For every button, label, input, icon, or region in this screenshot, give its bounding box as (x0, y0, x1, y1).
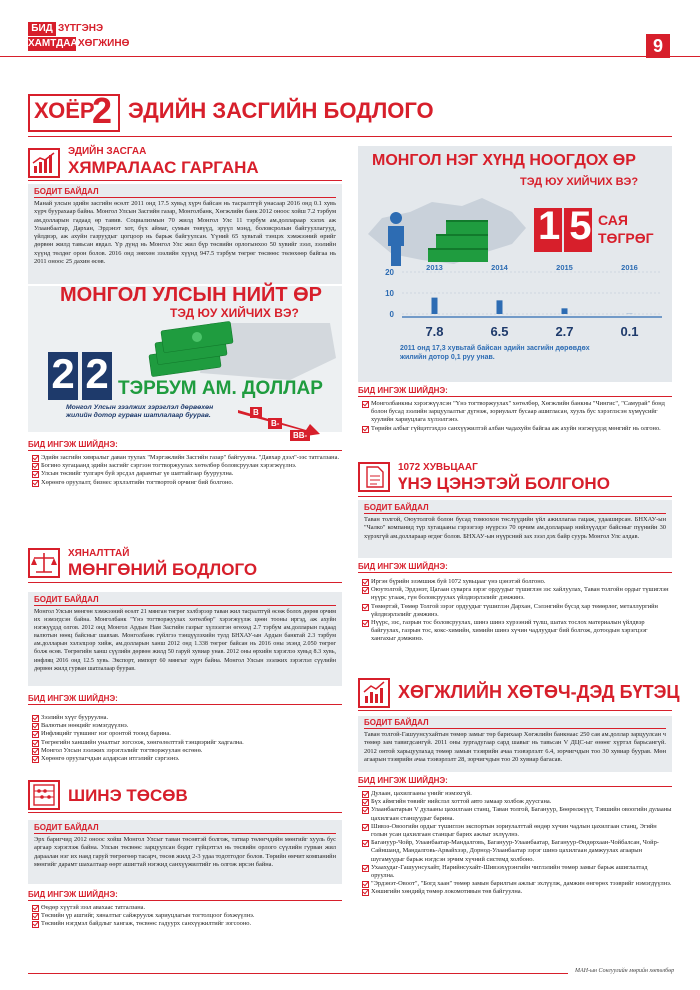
footer-rule (28, 973, 568, 974)
infra-do-rule (358, 786, 672, 787)
party-logo (28, 22, 143, 56)
checklist-item: Зээлийн хүүг бууруулна. (32, 714, 342, 722)
debt-do-list (32, 454, 342, 487)
money-do-list (32, 714, 342, 763)
debt-title-rule (28, 180, 342, 181)
footer-text: МАН-ын Сонгуулийн мөрийн хөтөлбөр (575, 968, 675, 974)
budget-do-label: БИД ИНГЭЖ ШИЙДНЭ: (28, 890, 118, 899)
logo-word-2: ЗҮТГЭНЭ (58, 23, 104, 34)
money-fact-label: БОДИТ БАЙДАЛ (34, 595, 99, 604)
rating-bb-minus: BB- (290, 430, 310, 441)
debt-question-line2: ТЭД ЮУ ХИЙЧИХ ВЭ? (170, 306, 299, 320)
right-do-list (362, 400, 672, 433)
budget-title-rule (28, 812, 342, 813)
budget-fact-rule (34, 833, 336, 834)
data-label: 7.8 (425, 324, 444, 339)
bar (562, 308, 568, 314)
price-do-list (362, 578, 672, 644)
mongolia-map-person-icon (362, 194, 532, 270)
checklist-item: Өөдөр хүүтэй зээл авахаас татгалзана. (32, 904, 342, 912)
bar (497, 300, 503, 314)
debt-infographic-caption: Монгол Улсын зээлжих зэрэглэл дөрвөхөн жилийн дотор гурван шатлалаар буурав. (66, 404, 214, 419)
section-number: 2 (92, 90, 113, 131)
checklist-item: Хөрөнгө оруулалт, бизнес эрхлэлтийн тогтвортой орчинг бий болгоно. (32, 479, 342, 487)
per-capita-debt-chart (362, 262, 668, 342)
document-icon (358, 462, 390, 492)
logo-word-4: ХӨГЖИНӨ (78, 38, 130, 49)
checklist-item: Монгол Улсын зээлжих зэрэглэлийг тогтворжуулан өсгөнө. (32, 747, 342, 755)
checklist-item: Иргэн бүрийн эзэмшиж буй 1072 хувьцааг үнэ цэнэтэй болгоно. (362, 578, 672, 586)
checklist-item: Төгрөгийн ханшийн уналтыг зогсоож, хөнгөлөлттэй тэнцвэрийг хадгална. (32, 739, 342, 747)
abacus-icon (28, 780, 60, 810)
infra-fact-label: БОДИТ БАЙДАЛ (364, 718, 429, 727)
checklist-item: Төсвийн нэгдмэл байдлыг хангаж, төсвөөс гадуурх санхүүжилтийг зогсооно. (32, 920, 342, 928)
y-tick-label: 10 (385, 289, 394, 298)
price-fact-text: Таван толгой, Оюутолгой болон бусад томоохон төслүүдийн үйл ажиллагаа гацаж, удааширсан. БНХАУ-ын "Чалко" компанид түр хугацааны гэрээгээр нүүрсээ 70 орчим ам.доллараар нийлүүлдэг байсныг пүүнийн 30 хүрэхгүй ам.доллараар өгдөг болов. БНХАУ-ын нүүрсний зах зээл дэх байр суурь Монгол Улс алдав. (364, 516, 666, 540)
debt-do-rule (28, 450, 342, 451)
price-do-label: БИД ИНГЭЖ ШИЙДНЭ: (358, 562, 448, 571)
checklist-item: Ухаахудаг-Гашуунсухайт, Нарийнсухайт-Шивээхүрэнгийн чиглэлийн төмөр замыг барьж ашиглалтад оруулна. (362, 864, 672, 880)
debt-title: ХЯМРАЛААС ГАРГАНА (68, 158, 259, 177)
x-tick-label: 2016 (621, 263, 638, 272)
checklist-item: "Эрдэнэт-Овоот", "Богд хаан" төмөр замын барилгын ажлыг эхлүүлж, дамжин өнгөрөх тээврийг нэмэгдүүлнэ. (362, 880, 672, 888)
debt-question-line1: МОНГОЛ УЛСЫН НИЙТ ӨР (60, 284, 322, 306)
checklist-item: Богино хугацаанд эдийн засгийг сэргээн тогтворжуулах хөтөлбөр боловсруулан хэрэгжүүлнэ. (32, 462, 342, 470)
price-title-rule (358, 496, 672, 497)
logo-word-1: БИД (28, 22, 56, 36)
big-number: 15 (538, 204, 601, 248)
infra-do-list (362, 790, 672, 897)
infra-fact-text: Таван толгой-Гашуунсухайтын төмөр замыг төр барихаар Хөгжлийн банкнаас 250 сая ам.доллар зарцуулсан ч төмөр зам тавигдсангүй. 2011 оны зургадугаар сард шавыг нь тавьсан V ДЦС-ыг өнөөг хүртэл барьсангүй. 2012 онтой харьцуулахад төмөр замын тээврийн ачаа тээвэрлэлт 6.4, зорчигчдын тоо 30 хувиар буурав. Мөн агаарын тээврийн ачаа тээвэрлэлт 28, зорчигчдын тоо 20 хувиар багасав. (364, 731, 666, 763)
infra-do-label: БИД ИНГЭЖ ШИЙДНЭ: (358, 776, 448, 785)
chart-growth-icon (28, 148, 60, 178)
checklist-item: Бүх аймгийн төвийг нийслэл хоттой авто замаар холбож дуусгана. (362, 798, 672, 806)
price-fact-label: БОДИТ БАЙДАЛ (364, 503, 429, 512)
price-fact-rule (364, 513, 666, 514)
debt-fact-label: БОДИТ БАЙДАЛ (34, 187, 99, 196)
price-do-rule (358, 572, 672, 573)
checklist-item: Төмөртэй, Төмөр Толгой зэрэг ордуудыг түшиглэн Дархан, Сэлэнгийн бүсэд хар төмөрлөг, металлургийн үйлдвэрлэлийг дэмжинэ. (362, 603, 672, 619)
debt-do-label: БИД ИНГЭЖ ШИЙДНЭ: (28, 440, 118, 449)
logo-word-3: ХАМТДАА (28, 38, 78, 49)
money-do-label: БИД ИНГЭЖ ШИЙДНЭ: (28, 694, 118, 703)
checklist-item: Оюутолгой, Эрдэнэт, Цагаан суварга зэрэг ордуудыг түшиглэн зэс хайлуулах, Таван толгойн ордыг түшиглэн нүүрс угааж, гүн боловсруулах үйлдвэрлэлийг дэмжинэ. (362, 586, 672, 602)
money-fact-text: Монгол Улсын мөнгөн хэмжээний өсөлт 21 мянган төгрөг хэлбэрээр таван жил тасралтгүй өсөж болох дөрөв орчим их нэмэгдсэн байна. Монголбанк "Үнэ тогтворжуулах хөтөлбөр" хэрэгжүүлж цөөн тооны иргэд, аж ахуйн нэгжүүдэд олгов. 2012 онд Монгол Ардын Нам Засгийн газрыг хүлээлгэн өгөхөд 2.7 тэрбум ам.долларын гадаад валютын нөөц байсныг шавхав. Монголбанк гүйлгээ тэнцүүлэхийн тулд БНХАУ-ын Ардын банктай 2.3 тэрбум ам.долларын хэлэлцээр хийж, ам.долларын ханш 2012 онд 1.338 төгрөг байсан нь 2016 оны эхэнд 2.050 төгрөг болж өсөв. Төгрөгийн ханш сүүлийн дөрвөн жилд 50 гаруй хувиар унав. 2012 оны өрхийн хэрэглээ хувьд 8.3 хувь, инфляц 2016 онд 12.5 хувь. Экспорт, импорт 60 мянгыг хүрч байна. Монгол Улсын зээлжих зэрэглэл сүүлийн дөрвөн жилд гурван шатлалаар буурав. (34, 609, 336, 672)
section-title: ЭДИЙН ЗАСГИЙН БОДЛОГО (128, 98, 434, 123)
page-number: 9 (646, 34, 670, 58)
chart-caption: 2011 онд 17,3 хувьтай байсан эдийн засгийн дөрөвдөх жилийн дотор 0,1 руу унав. (400, 345, 590, 361)
price-small-title: 1072 ХУВЬЦААГ (398, 462, 478, 473)
checklist-item: Төсвийн үр ашгийг, хяналтыг сайжруулж хариуцлагын тогтолцоог бэхжүүлнэ. (32, 912, 342, 920)
y-tick-label: 20 (385, 268, 394, 277)
checklist-item: Хөрөнгө оруулагчдын алдарсан итгэлийг сэргээнэ. (32, 755, 342, 763)
infra-title-rule (358, 710, 672, 711)
rating-b: B (250, 407, 262, 418)
right-do-rule (358, 396, 672, 397)
checklist-item: Багануур-Чойр, Улаанбаатар-Мандалговь, Багануур-Улаанбаатар, Багануур-Өндөрхаан-Чойбалсан, Чойр-Сайншанд, Мандалговь-Арвайхээр, Дорнод-Улаанбаатар зэрэг шинэ цахилгаан дамжуулах агаарын шугамуудыг барьж нэгдсэн эрчим хүчний системд холбоно. (362, 839, 672, 864)
price-title: ҮНЭ ЦЭНЭТЭЙ БОЛГОНО (398, 474, 610, 493)
infra-title: ХӨГЖЛИЙН ХӨТӨЧ-ДЭД БҮТЭЦ (398, 682, 680, 702)
checklist-item: Инфляцийг түвшинг нэг оронтой тоонд барина. (32, 730, 342, 738)
budget-title: ШИНЭ ТӨСӨВ (68, 786, 188, 805)
infra-fact-rule (364, 728, 666, 729)
checklist-item: Улаанбаатарын V дулааны цахилгаан станц, Таван толгой, Багануур, Бөөрөлжүүт, Тэвшийн овоогийн дулааны цахилгаан станцуудыг барина. (362, 806, 672, 822)
money-title-rule (28, 582, 342, 583)
chart-title: МОНГОЛ НЭГ ХҮНД НООГДОХ ӨР (372, 152, 636, 169)
checklist-item: Хөшигийн хөндийд төмөр локомотивын төв байгуулна. (362, 888, 672, 896)
checklist-item: Дулаан, цахилгааны үнийг нэмэхгүй. (362, 790, 672, 798)
scale-icon (28, 548, 60, 578)
checklist-item: Эдийн засгийн хямралыг даван туулах "Мэргэжлийн Засгийн газар" байгуулна. "Давхар дээл"-ээс татгалзана. (32, 454, 342, 462)
checklist-item: Нүүрс, зэс, газрын тос боловсруулах, шинэ шинэ хүрээний түлш, шатах тослох материалын үйлдвэр байгуулах, газрын тос, кокс-химийн, химийн шинэ хүчин чадлуудыг бий болгож, дотоодын хэрэгцээг хангахыг дэмжинэ. (362, 619, 672, 644)
x-tick-label: 2015 (556, 263, 573, 272)
debt-digit-2: 2 (85, 350, 109, 397)
checklist-item: Улсын төсвийг тулгарч буй эрсдэл дарамтыг үе шаттайгаар бууруулна. (32, 470, 342, 478)
checklist-item: Төрийн албыг гүйцэтгэхдээ санхүүжилтэй албан чадахуйн байгаа аж ахуйн нэгжүүдэд мөнгийг нь олгоно. (362, 425, 672, 433)
x-tick-label: 2014 (491, 263, 508, 272)
money-do-rule (28, 704, 342, 705)
rating-b-minus: B- (268, 418, 282, 429)
growth-arrow-icon (358, 678, 390, 708)
checklist-item: Валютын нөөцийг нэмэгдүүлнэ. (32, 722, 342, 730)
header-rule (0, 56, 700, 57)
big-unit-2: ТӨГРӨГ (598, 230, 654, 246)
budget-fact-text: Эрх баригчид 2012 оноос хойш Монгол Улсыг таван төсөвтэй болгож, татвар төлөгчдийн мөнгийг хууль бус аргаар хэрэглэж байна. Улсын төсвөөс зарцуулсан бодит гүйцэтгэл нь төсвийн орлого сүүлийн гурван жил дараалан нэг их наяд гаруй төгрөгөөр тасарч, төсөв жилд 2-3 удаа тодотгодог болов. Төрийн өмчит компанийн мөнгийг дарамт шахалтаар өөрт ашигтай нэгжид санхүүжилтийг нь олгож ирсэн байна. (34, 836, 336, 868)
debt-unit: ТЭРБУМ АМ. ДОЛЛАР (118, 378, 323, 399)
budget-do-list (32, 904, 342, 929)
data-label: 6.5 (490, 324, 509, 339)
checklist-item: Шивээ-Овоогийн ордыг түшиглэн экспортын зориулалттай өндөр хүчин чадлын цахилгаан станц, Эгийн голын усан цахилгаан станцыг барих ажлыг эхлүүлнэ. (362, 823, 672, 839)
data-label: 2.7 (555, 324, 574, 339)
big-unit-1: САЯ (598, 212, 628, 228)
y-tick-label: 0 (389, 310, 394, 319)
bar (432, 298, 438, 314)
checklist-item: Монголбанкны хэрэгжүүлсэн "Үнэ тогтворжуулах" хөтөлбөр, Хөгжлийн банкны "Чингис", "Самурай" бонд болон бусад зээлийн зарцуулалтыг дүгнэж, зориулалт бусаар ашигласан, хууль бус хэрэглэсэн хүмүүсийг хуулийн хариуцлага хүлээлгэнэ. (362, 400, 672, 425)
money-fact-rule (34, 605, 336, 606)
budget-do-rule (28, 900, 342, 901)
debt-fact-text: Манай улсын эдийн засгийн өсөлт 2011 онд 17.5 хувьд хүрч байсан нь тасралтгүй унасаар 2016 онд 0.1 хувь хүрч буурахаар байна. Монгол Улсын Засгийн газар, Монголбанк, Хөгжлийн банк 2012 оноос хойш 7.2 тэрбум ам.долларын гадаад өр тавив. Социализмын 70 жилд Монгол Улс 11 тэрбум ам.доллараар хэлэх аж Улаанбаатар, Дархан, Эрдэнэт хот, бүх аймаг, сумын төвүүд, эрүүл мэнд, боловсролын байгууллагууд, үйлдвэр, аж ахуйн газруудыг цогцоор нь барьж байгуулсан. Үүний 65 хувьтай тэнцэх хэмжээний өрийг дөрвөн жилд тавьсан явдал. Үр дүнд нь Монгол Улс жил бүр төсвийн орлогынхоо 50 хувийг зээл, зээлийн хүүнд төлдөг орон болов. 2016 онд зөвхөн зээлийн хүүнд 947.5 тэрбум төгрөг төсвөөс төлөхөөр байгаа нь 2011 оноос 25 дахин өсөв. (34, 200, 336, 266)
x-tick-label: 2013 (426, 263, 443, 272)
budget-fact-label: БОДИТ БАЙДАЛ (34, 823, 99, 832)
section-rule (28, 136, 672, 137)
debt-fact-rule (34, 197, 336, 198)
chart-subtitle: ТЭД ЮУ ХИЙЧИХ ВЭ? (520, 176, 639, 188)
debt-small-title: ЭДИЙН ЗАСГАА (68, 146, 147, 157)
section-word: ХОЁР (34, 98, 95, 123)
debt-digit-1: 2 (51, 350, 75, 397)
money-title: МӨНГӨНИЙ БОДЛОГО (68, 560, 258, 579)
right-do-label: БИД ИНГЭЖ ШИЙДНЭ: (358, 386, 448, 395)
data-label: 0.1 (620, 324, 639, 339)
money-small-title: ХЯНАЛТТАЙ (68, 548, 130, 559)
